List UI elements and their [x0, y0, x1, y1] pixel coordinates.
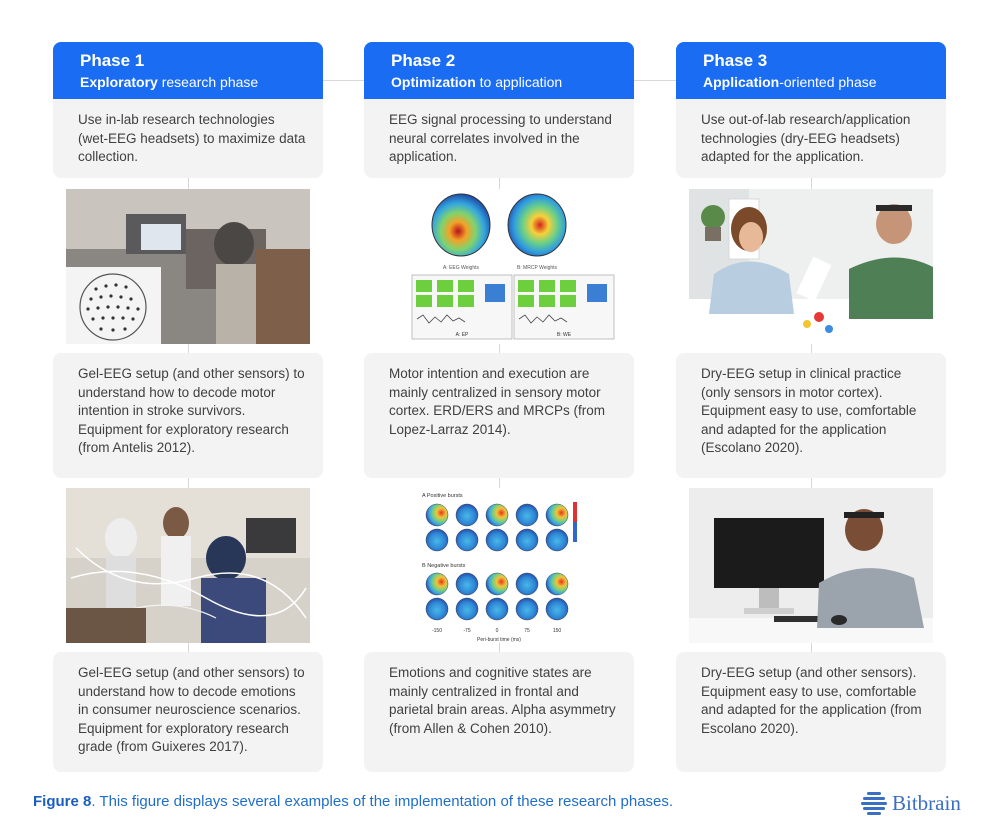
bitbrain-logo-icon — [861, 791, 887, 815]
topography-head — [546, 573, 568, 595]
erd-ers-topography-figure — [377, 189, 621, 344]
figure-label: B Negative bursts — [422, 563, 466, 569]
figure-tick-label: -150 — [431, 628, 443, 634]
topography-head — [426, 504, 448, 526]
topography-head — [426, 598, 448, 620]
topography-head — [426, 529, 448, 551]
topography-head — [516, 598, 538, 620]
topography-head — [456, 504, 478, 526]
phase-1-top-text: Use in-lab research technologies (wet-EEG headsets) to maximize data collection. — [53, 99, 323, 178]
topography-head — [426, 573, 448, 595]
topography-head — [486, 598, 508, 620]
figure-axis-label: Peri-burst time (ms) — [477, 637, 521, 643]
phase-title: Phase 1 — [80, 51, 145, 70]
topography-head — [486, 573, 508, 595]
topography-head — [516, 504, 538, 526]
phase-2-header — [364, 42, 634, 99]
bitbrain-logo — [861, 790, 961, 816]
figure-tick-label: 0 — [495, 628, 499, 634]
clinical-dry-eeg-photo — [689, 189, 933, 344]
connector-line — [634, 80, 678, 81]
phase-2-top-text: EEG signal processing to understand neural correlates involved in the application. — [364, 99, 634, 178]
topography-head — [486, 504, 508, 526]
phase-subtitle: Exploratory research phase — [80, 74, 259, 90]
topography-head — [546, 504, 568, 526]
phase-2-mid-text: Motor intention and execution are mainly centralized in sensory motor cortex. ERD/ERS and MRCPs (from Lopez-Larraz 2014). — [364, 353, 634, 478]
connector-line — [322, 80, 366, 81]
phase-3-header — [676, 42, 946, 99]
phase-title: Phase 3 — [703, 51, 768, 70]
svg-text:A: EEG Weights: A: EEG Weights — [442, 265, 480, 271]
topography-head — [546, 598, 568, 620]
topography-head — [516, 529, 538, 551]
figure-tick-label: 75 — [524, 628, 530, 634]
figure-tick-label: 150 — [552, 628, 562, 634]
figure-label: A: EP — [455, 332, 469, 338]
figure-label: A Positive bursts — [422, 493, 463, 499]
topography-head — [546, 529, 568, 551]
figure-caption: Figure 8. This figure displays several examples of the implementation of these research phases. — [33, 793, 674, 810]
topography-head — [516, 573, 538, 595]
phase-1-mid-text: Gel-EEG setup (and other sensors) to understand how to decode motor intention in stroke survivors. Equipment for exploratory research (from Antelis 2012). — [53, 353, 323, 478]
phase-3-bottom-text: Dry-EEG setup (and other sensors). Equipment easy to use, comfortable and adapted for the application (from Escolano 2020). — [676, 652, 946, 772]
topography-head — [456, 598, 478, 620]
dry-eeg-home-photo — [689, 488, 933, 643]
topography-head — [456, 529, 478, 551]
phase-3-top-text: Use out-of-lab research/application technologies (dry-EEG headsets) adapted for the application. — [676, 99, 946, 178]
phase-subtitle: Application-oriented phase — [703, 74, 877, 90]
phase-subtitle: Optimization to application — [391, 74, 563, 90]
topography-head — [486, 529, 508, 551]
phase-1-header — [53, 42, 323, 99]
figure-label: B: WE — [556, 332, 572, 338]
phase-3-mid-text: Dry-EEG setup in clinical practice (only sensors in motor cortex). Equipment easy to use, comfortable and adapted for the application (Escolano 2020). — [676, 353, 946, 478]
phase-1-bottom-text: Gel-EEG setup (and other sensors) to understand how to decode emotions in consumer neuroscience scenarios. Equipment for exploratory research grade (from Guixeres 2017). — [53, 652, 323, 772]
svg-text:B: MRCP Weights: B: MRCP Weights — [516, 265, 558, 271]
phase-2-bottom-text: Emotions and cognitive states are mainly centralized in frontal and parietal brain areas. Alpha asymmetry (from Allen & Cohen 2010). — [364, 652, 634, 772]
alpha-asymmetry-topography-figure — [377, 488, 621, 643]
lab-eeg-photo — [66, 189, 310, 344]
figure-tick-label: -75 — [463, 628, 471, 634]
brand-name: Bitbrain — [892, 790, 961, 815]
consumer-neuroscience-photo — [66, 488, 310, 643]
phase-title: Phase 2 — [391, 51, 456, 70]
topography-head — [456, 573, 478, 595]
